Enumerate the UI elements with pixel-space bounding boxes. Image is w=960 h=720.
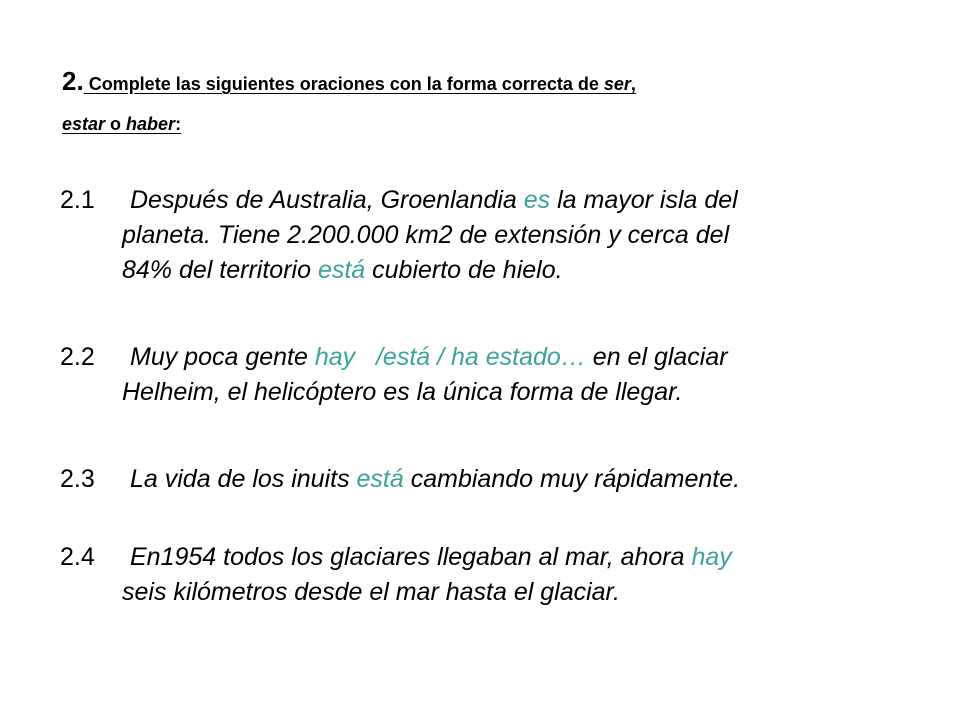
sentence-item: [60, 540, 920, 610]
sentence-text: Muy poca gente hay /está / ha estado… en el glaciar: [130, 343, 728, 371]
exercise-heading: [62, 62, 922, 145]
item-number: 2.2: [60, 343, 95, 371]
item-number: 2.4: [60, 543, 95, 571]
sentence-item: [60, 183, 920, 288]
sentence-continuation: planeta. Tiene 2.200.000 km2 de extensión y cerca del: [122, 221, 730, 249]
answer-word: es: [523, 186, 551, 214]
word-ser: ser: [603, 74, 631, 94]
exercise-instruction: Complete las siguientes oraciones con la forma correcta de ser, estar o haber:: [62, 74, 636, 134]
word-haber: haber: [126, 114, 176, 134]
exercise-number: 2.: [62, 66, 84, 96]
sentence-text: La vida de los inuits está cambiando muy rápidamente.: [130, 465, 741, 493]
sentence-item: [60, 462, 920, 497]
sentence-continuation: Helheim, el helicóptero es la única forma de llegar.: [122, 378, 683, 406]
answer-word: está: [317, 256, 366, 284]
item-number: 2.3: [60, 465, 95, 493]
sentence-text: Después de Australia, Groenlandia es la mayor isla del: [130, 186, 738, 214]
item-number: 2.1: [60, 186, 95, 214]
sentence-text: En1954 todos los glaciares llegaban al mar, ahora hay: [130, 543, 732, 571]
sentence-item: [60, 340, 920, 410]
answer-word: está: [356, 465, 404, 493]
sentence-continuation: 84% del territorio está cubierto de hielo.: [122, 256, 563, 284]
answer-word: hay /está / ha estado…: [314, 343, 586, 371]
answer-word: hay: [691, 543, 732, 571]
sentence-continuation: seis kilómetros desde el mar hasta el glaciar.: [122, 578, 620, 606]
word-estar: estar: [62, 114, 106, 134]
